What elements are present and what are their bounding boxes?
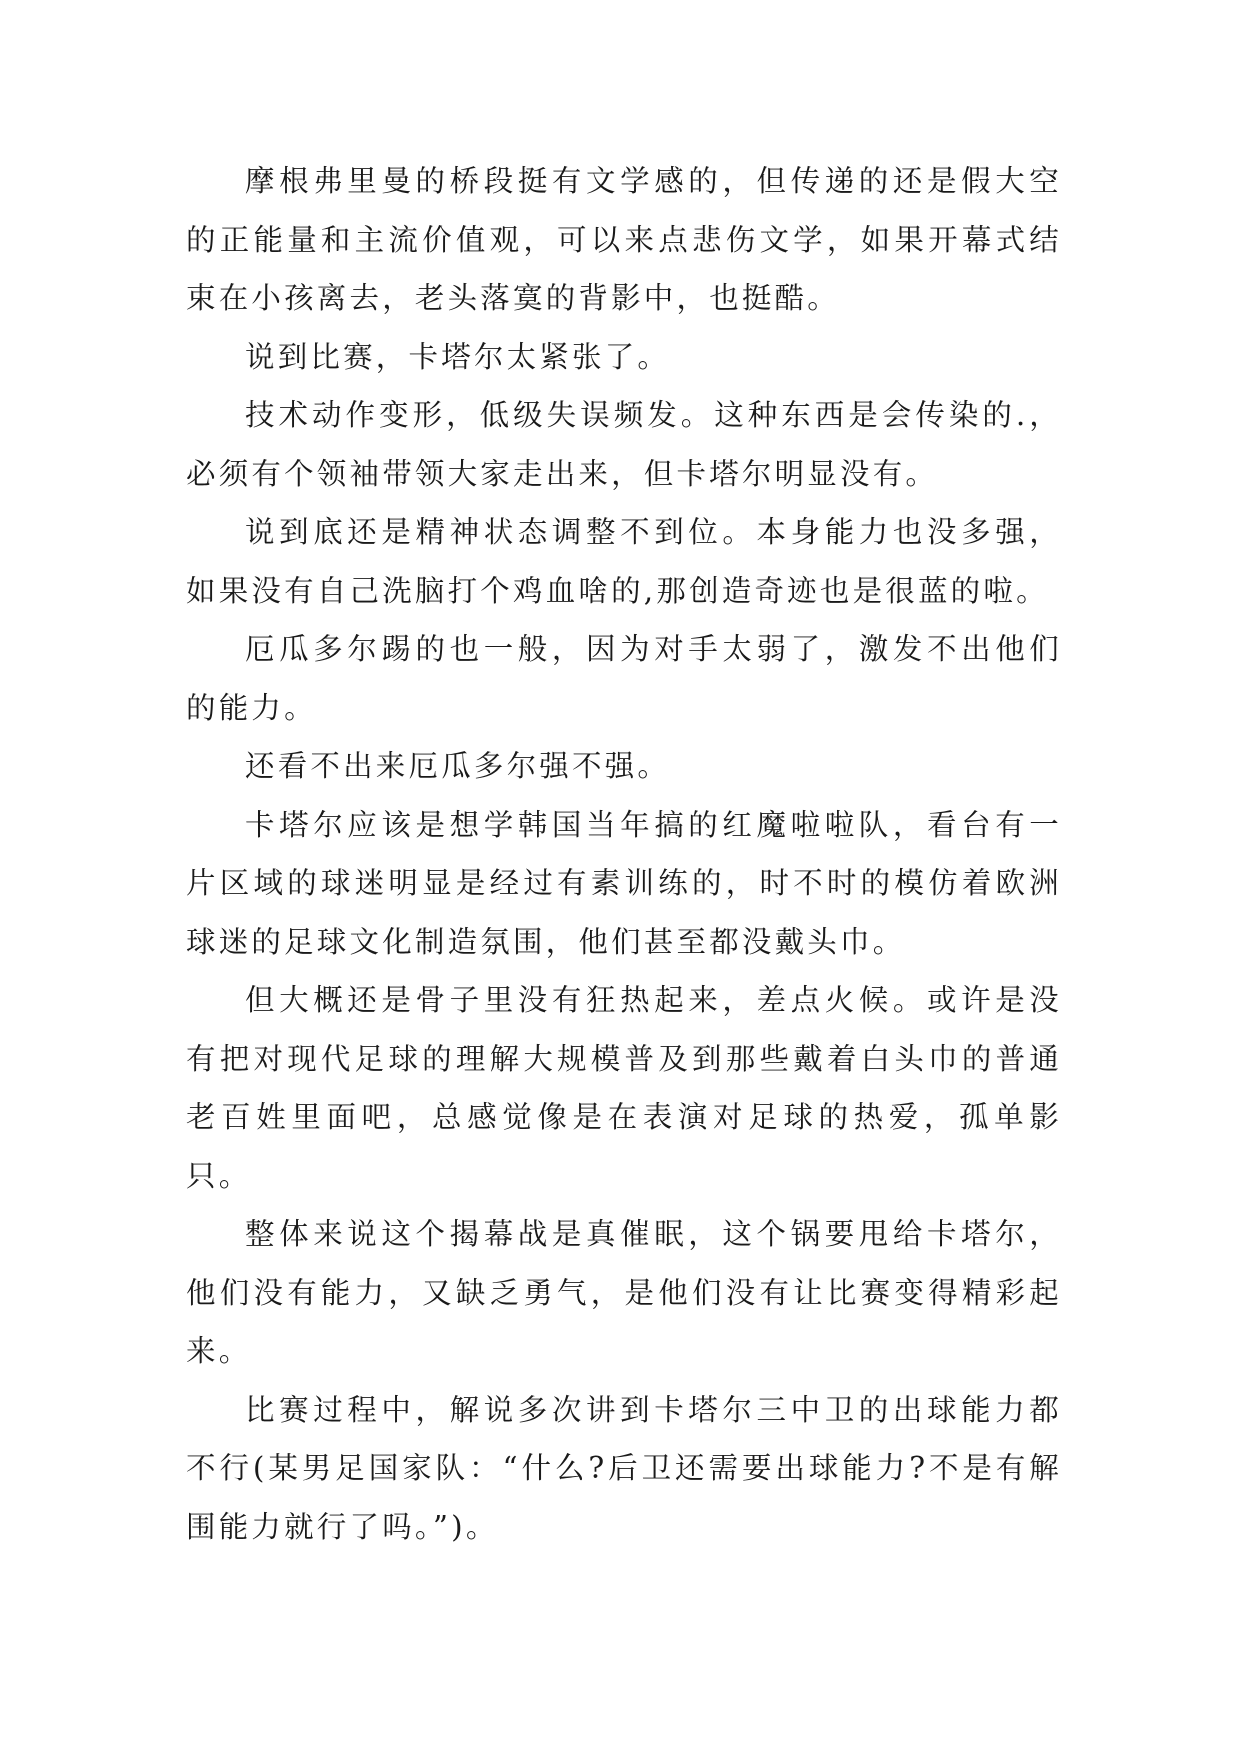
paragraph: 比赛过程中，解说多次讲到卡塔尔三中卫的出球能力都不行(某男足国家队：“什么?后卫还需要出球能力?不是有解围能力就行了吗。”)。 bbox=[186, 1392, 1062, 1544]
document-body bbox=[186, 152, 1062, 1556]
paragraph: 说到底还是精神状态调整不到位。本身能力也没多强，如果没有自己洗脑打个鸡血啥的,那创造奇迹也是很蓝的啦。 bbox=[186, 515, 1062, 608]
paragraph: 整体来说这个揭幕战是真催眠，这个锅要甩给卡塔尔，他们没有能力，又缺乏勇气，是他们没有让比赛变得精彩起来。 bbox=[186, 1217, 1062, 1368]
paragraph: 摩根弗里曼的桥段挺有文学感的，但传递的还是假大空的正能量和主流价值观，可以来点悲伤文学，如果开幕式结束在小孩离去，老头落寞的背影中，也挺酷。 bbox=[186, 164, 1062, 315]
paragraph: 技术动作变形，低级失误频发。这种东西是会传染的.，必须有个领袖带领大家走出来，但卡塔尔明显没有。 bbox=[186, 398, 1062, 491]
paragraph: 说到比赛，卡塔尔太紧张了。 bbox=[245, 339, 671, 374]
paragraph: 厄瓜多尔踢的也一般，因为对手太弱了，激发不出他们的能力。 bbox=[186, 632, 1062, 725]
paragraph: 但大概还是骨子里没有狂热起来，差点火候。或许是没有把对现代足球的理解大规模普及到那些戴着白头巾的普通老百姓里面吧，总感觉像是在表演对足球的热爱，孤单影只。 bbox=[186, 983, 1062, 1193]
paragraph: 卡塔尔应该是想学韩国当年搞的红魔啦啦队，看台有一片区域的球迷明显是经过有素训练的，时不时的模仿着欧洲球迷的足球文化制造氛围，他们甚至都没戴头巾。 bbox=[186, 807, 1062, 959]
paragraph: 还看不出来厄瓜多尔强不强。 bbox=[245, 749, 671, 783]
